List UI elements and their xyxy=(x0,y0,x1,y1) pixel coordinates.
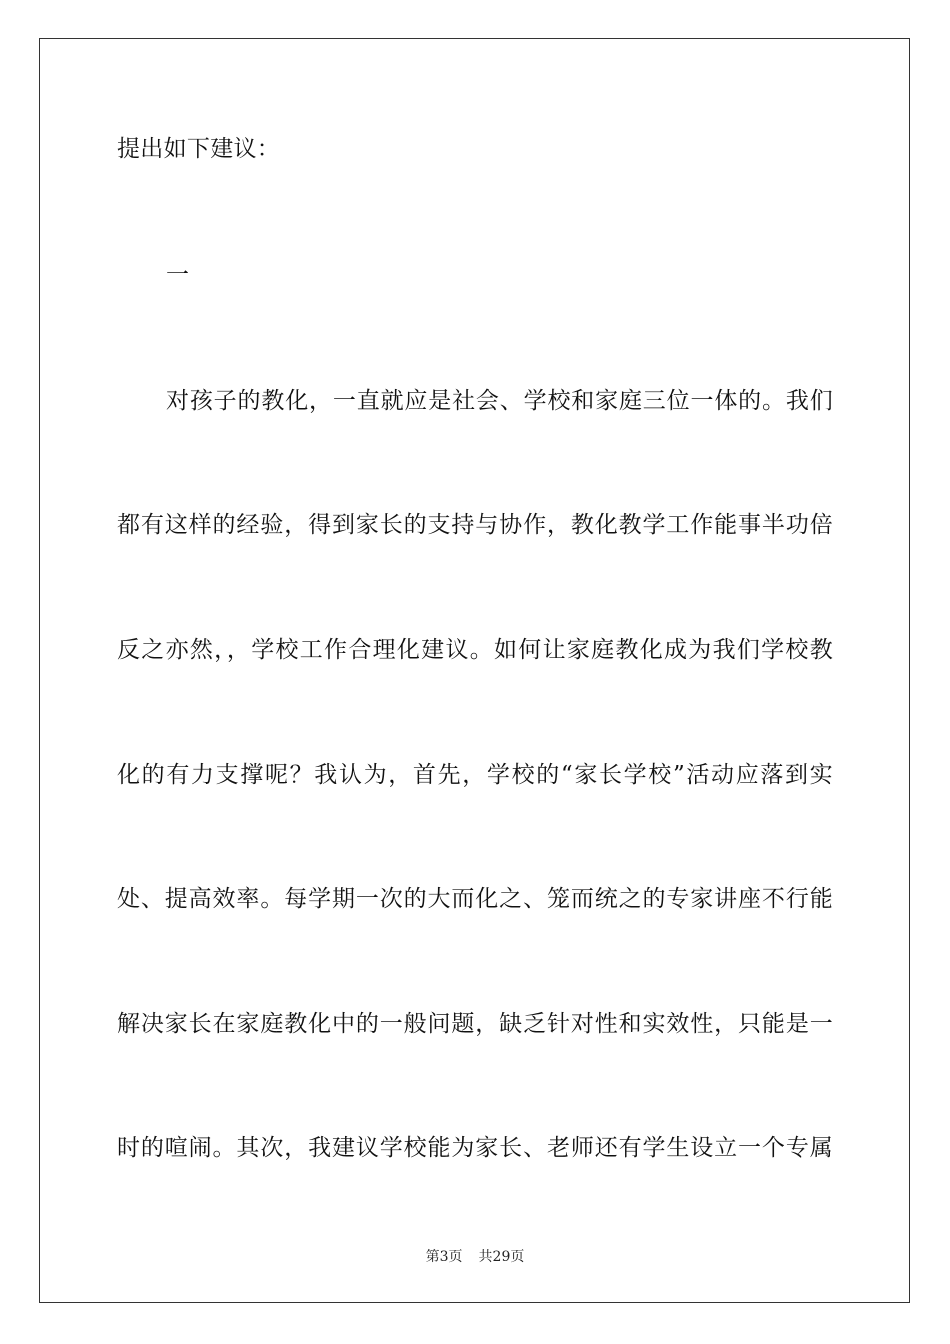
section-number: 一 xyxy=(166,262,190,288)
paragraph-line-7: 时的喧闹。其次，我建议学校能为家长、老师还有学生设立一个专属 xyxy=(117,1135,833,1161)
page-footer xyxy=(0,1248,950,1266)
paragraph-line-2: 都有这样的经验，得到家长的支持与协作，教化教学工作能事半功倍 xyxy=(117,512,833,538)
paragraph-line-1: 对孩子的教化，一直就应是社会、学校和家庭三位一体的。我们 xyxy=(166,388,833,414)
page-frame xyxy=(39,38,910,1303)
paragraph-line-4: 化的有力支撑呢？我认为，首先，学校的“家长学校”活动应落到实 xyxy=(117,762,833,788)
paragraph-line-5: 处、提高效率。每学期一次的大而化之、笼而统之的专家讲座不行能 xyxy=(117,886,833,912)
text-line-1: 提出如下建议： xyxy=(117,136,281,162)
paragraph-line-3: 反之亦然，，学校工作合理化建议。如何让家庭教化成为我们学校教 xyxy=(117,637,833,663)
page-number: 第3页 xyxy=(425,1249,463,1265)
total-pages: 共29页 xyxy=(478,1249,525,1265)
paragraph-line-6: 解决家长在家庭教化中的一般问题，缺乏针对性和实效性，只能是一 xyxy=(117,1011,833,1037)
